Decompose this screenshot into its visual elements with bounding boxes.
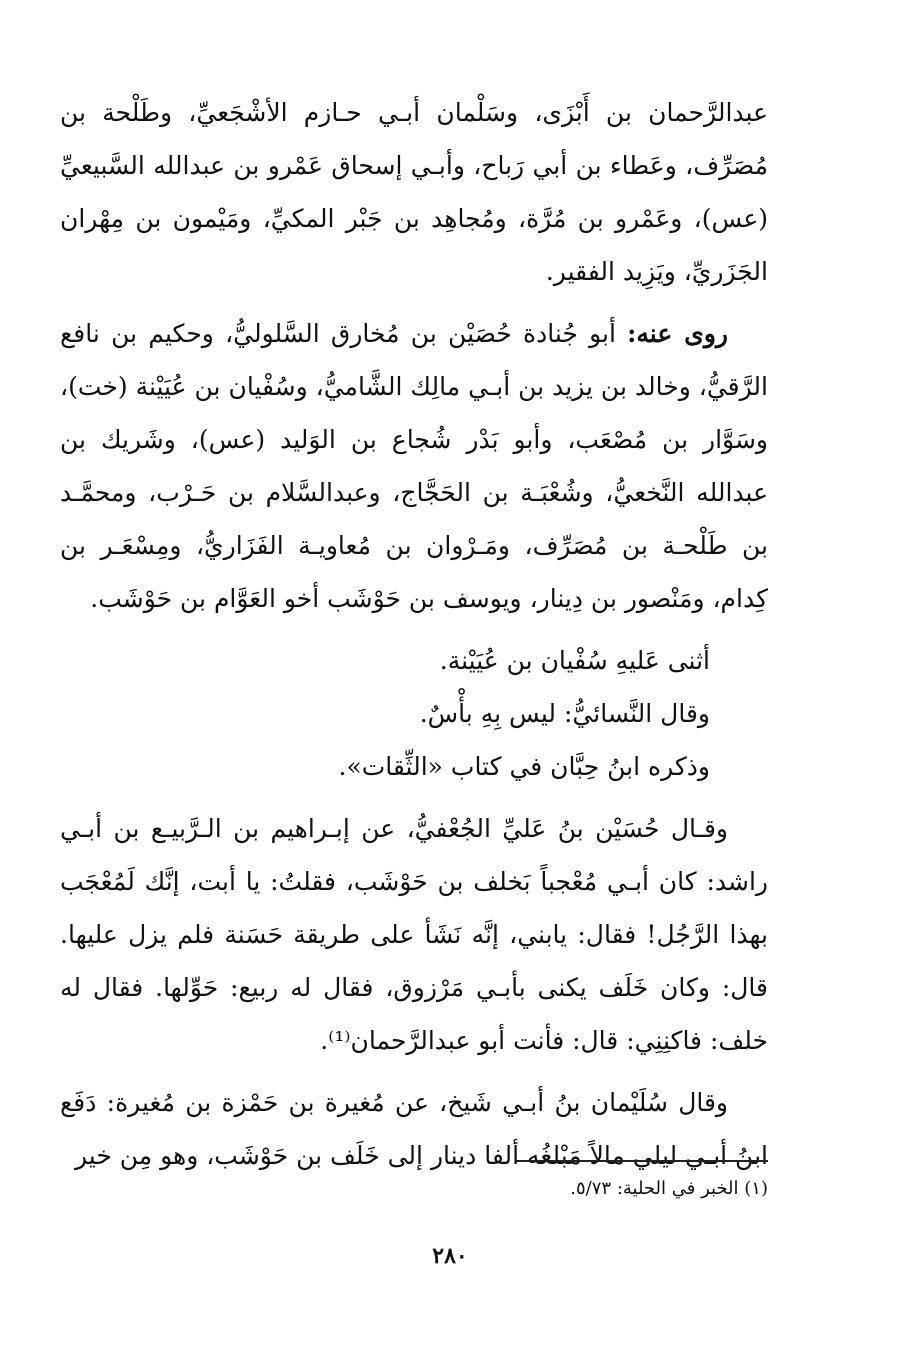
paragraph-sulayman: وقال سُلَيْمان بنُ أبـي شَيخ، عن مُغيرة بن حَمْزة بن مُغيرة: دَفَع ابنُ أبـي ليلي مالاً مَبْلغُه ألفا دينار إلى خَلَف بن حَوْشَب، وهو مِن خير: [60, 1088, 768, 1170]
paragraph-story: وقـال حُسَيْن بنُ عَليِّ الجُعْفيُّ، عن إبـراهيم بن الـرَّبيـع بن أبـي راشد: كان أبـي مُعْجباً بَخلف بن حَوْشَب، فقلتُ: يا أبت، إنَّك لَمُعْجَب بهذا الرَّجُل! فقال: يابني، إنَّه نَشَأ على طريقة حَسَنة فلم يزل عليها. قال: وكان خَلَف يكنى بأبـي مَرْزوق، فقال له ربيع: حَوِّلها. فقال له خلف: فاكنِنِي: قال: فأنت أبو عبدالرَّحمان⁽¹⁾.: [60, 814, 768, 1055]
narrators-lead: روى عنه:: [627, 319, 728, 348]
line-praise: أثنى عَليهِ سُفْيان بن عُيَيْنة.: [439, 646, 710, 675]
body-text: [60, 86, 768, 1191]
line-nasai: وقال النَّسائيُّ: ليس بِهِ بأْسٌ.: [419, 699, 710, 728]
footnote-divider: [516, 1160, 768, 1162]
page-number: ٢٨٠: [432, 1243, 468, 1269]
line-ibn-hibban: وذكره ابنُ حِبَّان في كتاب «الثِّقات».: [338, 752, 710, 781]
paragraph-narrators: [60, 307, 768, 625]
narrators-body: أبو جُنادة حُصَيْن بن مُخارق السَّلوليُّ، وحكيم بن نافع الرَّقيُّ، وخالد بن يزيد بن أبـي مالِك الشَّاميُّ، وسُفْيان بن عُيَيْنة (خت)، وسَوَّار بن مُصْعَب، وأبو بَدْر شُجاع بن الوَليد (عس)، وشَريك بن عبدالله النَّخعيُّ، وشُعْبَـة بن الحَجَّاج، وعبدالسَّلام بن حَـرْب، ومحمَّـد بن طَلْحـة بن مُصَرِّف، ومَـرْوان بن مُعاويـة الفَزَاريُّ، ومِسْعَـر بن كِدام، ومَنْصور بن دِينار، ويوسف بن حَوْشَب أخو العَوَّام بن حَوْشَب.: [60, 319, 768, 613]
footnote: (١) الخبر في الحلية: ٥/٧٣.: [570, 1178, 768, 1199]
paragraph-teachers: عبدالرَّحمان بن أَبْزَى، وسَلْمان أبـي حـازم الأشْجَعيِّ، وطَلْحة بن مُصَرِّف، وعَطاء بن أبي رَباح، وأبـي إسحاق عَمْرو بن عبدالله السَّبيعيِّ (عس)، وعَمْرو بن مُرَّة، ومُجاهِد بن جَبْر المكيِّ، ومَيْمون بن مِهْران الجَزَريِّ، ويَزِيد الفقير.: [60, 98, 768, 286]
